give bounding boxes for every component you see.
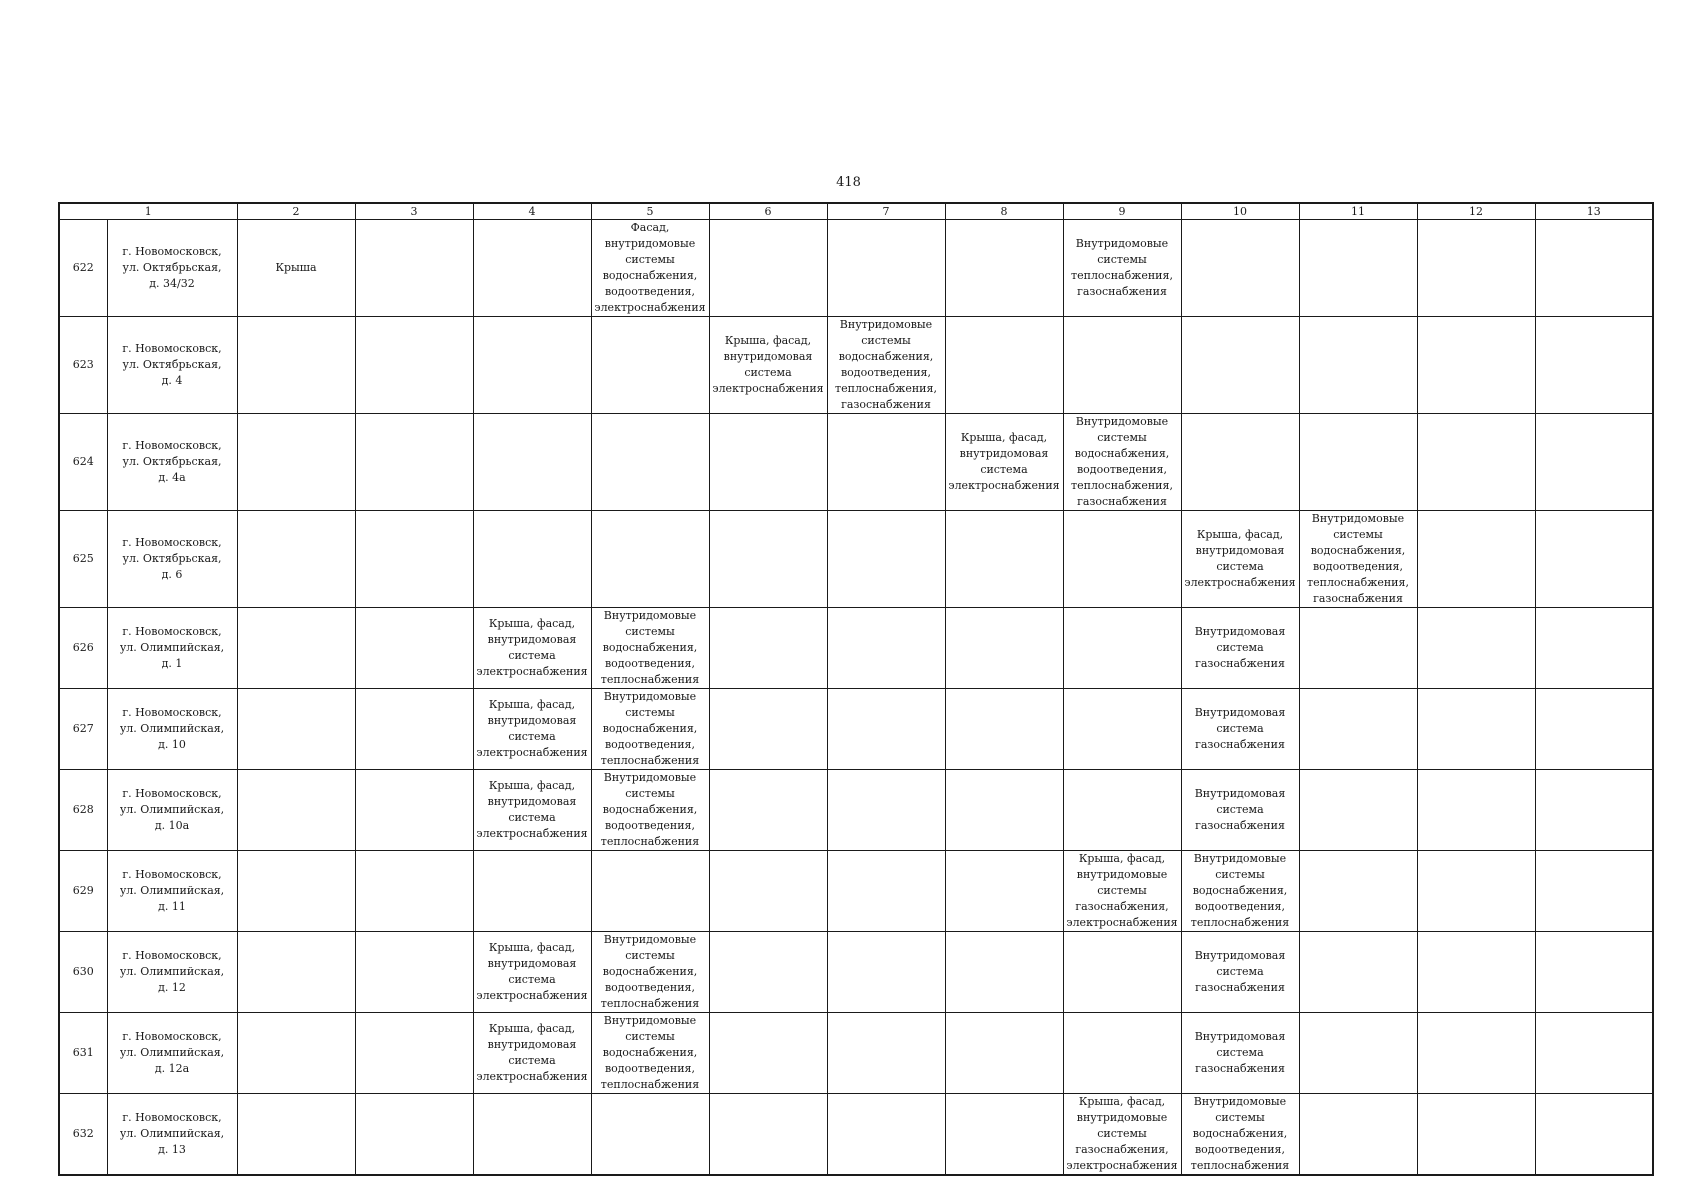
table-row	[59, 511, 1653, 608]
work-text: Внутридомовые системы водоснабжения, водоотведения, теплоснабжения, газоснабжения	[835, 318, 937, 411]
work-text: Крыша, фасад, внутридомовые системы газоснабжения, электроснабжения	[1066, 852, 1178, 929]
work-cell	[1181, 770, 1299, 851]
work-cell	[1063, 851, 1181, 932]
work-text: Внутридомовые системы водоснабжения, водоотведения, теплоснабжения	[600, 933, 700, 1010]
work-text: Крыша, фасад, внутридомовая система электроснабжения	[476, 941, 588, 1002]
work-cell	[355, 317, 473, 414]
work-cell	[709, 220, 827, 317]
work-cell	[1417, 220, 1535, 317]
work-cell	[1535, 932, 1653, 1013]
work-cell	[1299, 932, 1417, 1013]
work-cell	[355, 770, 473, 851]
work-cell	[1063, 317, 1181, 414]
work-cell	[709, 317, 827, 414]
column-number-header: 2	[237, 203, 355, 220]
work-cell	[1299, 317, 1417, 414]
work-text: Внутридомовые системы водоснабжения, водоотведения, теплоснабжения	[600, 609, 700, 686]
table-row	[59, 317, 1653, 414]
work-cell	[1417, 511, 1535, 608]
work-cell	[1535, 770, 1653, 851]
column-number-header: 9	[1063, 203, 1181, 220]
address-cell	[107, 1094, 237, 1176]
work-text: Крыша, фасад, внутридомовая система электроснабжения	[948, 431, 1060, 492]
row-number: 623	[59, 317, 107, 414]
work-text: Внутридомовые системы водоснабжения, водоотведения, теплоснабжения	[600, 771, 700, 848]
work-cell	[591, 220, 709, 317]
work-cell	[945, 608, 1063, 689]
work-cell	[945, 770, 1063, 851]
work-text: Фасад, внутридомовые системы водоснабжения, водоотведения, электроснабжения	[594, 221, 706, 314]
table-row	[59, 220, 1653, 317]
row-number: 626	[59, 608, 107, 689]
work-text: Крыша, фасад, внутридомовая система электроснабжения	[476, 1022, 588, 1083]
work-cell	[709, 608, 827, 689]
work-cell	[355, 608, 473, 689]
work-cell	[1181, 317, 1299, 414]
work-text: Внутридомовая система газоснабжения	[1194, 706, 1286, 751]
address-text: г. Новомосковск, ул. Октябрьская, д. 6	[122, 536, 222, 581]
work-cell	[945, 414, 1063, 511]
work-text: Внутридомовые системы водоснабжения, водоотведения, теплоснабжения, газоснабжения	[1307, 512, 1409, 605]
address-cell	[107, 317, 237, 414]
work-cell	[1535, 414, 1653, 511]
work-cell	[709, 511, 827, 608]
work-cell	[1063, 1094, 1181, 1176]
row-number: 628	[59, 770, 107, 851]
work-cell	[237, 608, 355, 689]
page-number: 418	[836, 175, 861, 190]
column-number-header: 4	[473, 203, 591, 220]
work-cell	[827, 1094, 945, 1176]
address-cell	[107, 608, 237, 689]
work-cell	[1063, 1013, 1181, 1094]
work-cell	[827, 414, 945, 511]
table-row	[59, 414, 1653, 511]
column-number-header: 5	[591, 203, 709, 220]
work-cell	[355, 1013, 473, 1094]
work-cell	[473, 317, 591, 414]
work-cell	[709, 414, 827, 511]
work-text: Внутридомовая система газоснабжения	[1194, 625, 1286, 670]
work-cell	[355, 932, 473, 1013]
work-cell	[473, 414, 591, 511]
work-cell	[237, 511, 355, 608]
work-cell	[1181, 689, 1299, 770]
work-text: Внутридомовая система газоснабжения	[1194, 949, 1286, 994]
table-row	[59, 770, 1653, 851]
column-number-header: 10	[1181, 203, 1299, 220]
work-cell	[1535, 851, 1653, 932]
work-cell	[473, 1013, 591, 1094]
work-text: Внутридомовая система газоснабжения	[1194, 787, 1286, 832]
work-cell	[827, 851, 945, 932]
work-cell	[1417, 414, 1535, 511]
work-cell	[473, 851, 591, 932]
table-row	[59, 932, 1653, 1013]
work-cell	[709, 851, 827, 932]
column-number-header: 8	[945, 203, 1063, 220]
work-cell	[1535, 220, 1653, 317]
work-cell	[827, 689, 945, 770]
work-cell	[1181, 1013, 1299, 1094]
address-cell	[107, 1013, 237, 1094]
work-cell	[1063, 511, 1181, 608]
work-cell	[591, 932, 709, 1013]
column-number-header: 6	[709, 203, 827, 220]
work-cell	[1181, 851, 1299, 932]
work-cell	[1299, 220, 1417, 317]
work-cell	[355, 1094, 473, 1176]
work-cell	[591, 689, 709, 770]
work-cell	[709, 932, 827, 1013]
address-text: г. Новомосковск, ул. Октябрьская, д. 4а	[122, 439, 222, 484]
work-cell	[709, 1013, 827, 1094]
row-number: 627	[59, 689, 107, 770]
work-cell	[1535, 317, 1653, 414]
work-cell	[237, 851, 355, 932]
work-text: Крыша, фасад, внутридомовая система электроснабжения	[1184, 528, 1296, 589]
work-cell	[1535, 608, 1653, 689]
work-cell	[1535, 689, 1653, 770]
work-cell	[1299, 1013, 1417, 1094]
work-cell	[355, 689, 473, 770]
work-cell	[827, 511, 945, 608]
work-cell	[827, 932, 945, 1013]
header-row	[59, 203, 1653, 220]
row-number: 625	[59, 511, 107, 608]
work-text: Внутридомовые системы водоснабжения, водоотведения, теплоснабжения	[1190, 852, 1290, 929]
work-cell	[827, 1013, 945, 1094]
work-cell	[591, 608, 709, 689]
work-cell	[827, 220, 945, 317]
work-cell	[355, 220, 473, 317]
work-cell	[1181, 511, 1299, 608]
column-number-header: 13	[1535, 203, 1653, 220]
column-number-header: 3	[355, 203, 473, 220]
work-cell	[945, 511, 1063, 608]
work-cell	[473, 932, 591, 1013]
work-cell	[473, 689, 591, 770]
work-cell	[591, 851, 709, 932]
work-cell	[473, 511, 591, 608]
address-cell	[107, 689, 237, 770]
work-cell	[355, 511, 473, 608]
work-cell	[1181, 932, 1299, 1013]
work-cell	[591, 1094, 709, 1176]
address-text: г. Новомосковск, ул. Олимпийская, д. 1	[119, 625, 225, 670]
work-cell	[945, 689, 1063, 770]
work-cell	[945, 1094, 1063, 1176]
work-cell	[591, 414, 709, 511]
address-cell	[107, 220, 237, 317]
work-cell	[237, 1013, 355, 1094]
work-text: Крыша, фасад, внутридомовая система электроснабжения	[476, 779, 588, 840]
address-text: г. Новомосковск, ул. Олимпийская, д. 10	[119, 706, 225, 751]
address-text: г. Новомосковск, ул. Октябрьская, д. 4	[122, 342, 222, 387]
column-number-header: 11	[1299, 203, 1417, 220]
work-cell	[237, 317, 355, 414]
address-cell	[107, 851, 237, 932]
work-cell	[1417, 1094, 1535, 1176]
work-cell	[1535, 511, 1653, 608]
work-cell	[473, 220, 591, 317]
work-cell	[473, 1094, 591, 1176]
table-row	[59, 1013, 1653, 1094]
work-cell	[237, 1094, 355, 1176]
work-cell	[1299, 1094, 1417, 1176]
work-text: Крыша, фасад, внутридомовая система электроснабжения	[712, 334, 824, 395]
work-cell	[591, 1013, 709, 1094]
row-number: 630	[59, 932, 107, 1013]
work-cell	[1417, 689, 1535, 770]
work-cell	[237, 932, 355, 1013]
work-cell	[237, 220, 355, 317]
column-number-header: 7	[827, 203, 945, 220]
work-cell	[237, 770, 355, 851]
address-cell	[107, 770, 237, 851]
work-cell	[591, 770, 709, 851]
address-text: г. Новомосковск, ул. Олимпийская, д. 11	[119, 868, 225, 913]
work-cell	[1535, 1094, 1653, 1176]
work-cell	[1299, 414, 1417, 511]
work-cell	[945, 220, 1063, 317]
work-cell	[1181, 220, 1299, 317]
work-cell	[945, 932, 1063, 1013]
work-cell	[1063, 689, 1181, 770]
work-cell	[473, 770, 591, 851]
address-text: г. Новомосковск, ул. Олимпийская, д. 13	[119, 1111, 225, 1156]
work-cell	[1063, 770, 1181, 851]
row-number: 624	[59, 414, 107, 511]
work-cell	[945, 1013, 1063, 1094]
work-cell	[709, 1094, 827, 1176]
work-cell	[591, 511, 709, 608]
row-number: 632	[59, 1094, 107, 1176]
row-number: 631	[59, 1013, 107, 1094]
work-cell	[1299, 511, 1417, 608]
work-cell	[945, 317, 1063, 414]
work-cell	[1417, 770, 1535, 851]
work-cell	[1417, 1013, 1535, 1094]
work-text: Внутридомовая система газоснабжения	[1194, 1030, 1286, 1075]
work-text: Крыша, фасад, внутридомовая система электроснабжения	[476, 617, 588, 678]
address-cell	[107, 932, 237, 1013]
address-text: г. Новомосковск, ул. Октябрьская, д. 34/32	[122, 245, 222, 290]
table-row	[59, 1094, 1653, 1176]
work-text: Внутридомовые системы водоснабжения, водоотведения, теплоснабжения	[600, 1014, 700, 1091]
work-cell	[1299, 608, 1417, 689]
work-cell	[1181, 608, 1299, 689]
work-cell	[1417, 932, 1535, 1013]
table-row	[59, 608, 1653, 689]
work-cell	[1299, 770, 1417, 851]
work-text: Внутридомовые системы водоснабжения, водоотведения, теплоснабжения	[1190, 1095, 1290, 1172]
work-cell	[1299, 689, 1417, 770]
work-cell	[1299, 851, 1417, 932]
work-cell	[709, 770, 827, 851]
row-number: 629	[59, 851, 107, 932]
work-cell	[237, 689, 355, 770]
work-cell	[827, 608, 945, 689]
column-number-header: 1	[59, 203, 237, 220]
work-cell	[1063, 932, 1181, 1013]
address-cell	[107, 511, 237, 608]
work-cell	[473, 608, 591, 689]
work-cell	[237, 414, 355, 511]
work-cell	[355, 414, 473, 511]
work-cell	[1417, 851, 1535, 932]
work-cell	[1063, 608, 1181, 689]
work-cell	[355, 851, 473, 932]
work-text: Внутридомовые системы теплоснабжения, газоснабжения	[1071, 237, 1173, 298]
work-cell	[1063, 220, 1181, 317]
work-text: Внутридомовые системы водоснабжения, водоотведения, теплоснабжения	[600, 690, 700, 767]
row-number: 622	[59, 220, 107, 317]
work-text: Крыша, фасад, внутридомовая система электроснабжения	[476, 698, 588, 759]
work-cell	[1181, 1094, 1299, 1176]
work-cell	[1417, 608, 1535, 689]
address-cell	[107, 414, 237, 511]
address-text: г. Новомосковск, ул. Олимпийская, д. 12	[119, 949, 225, 994]
table-row	[59, 689, 1653, 770]
work-cell	[709, 689, 827, 770]
work-cell	[827, 770, 945, 851]
column-number-header: 12	[1417, 203, 1535, 220]
work-cell	[591, 317, 709, 414]
work-text: Крыша, фасад, внутридомовые системы газоснабжения, электроснабжения	[1066, 1095, 1178, 1172]
work-cell	[827, 317, 945, 414]
table-row	[59, 851, 1653, 932]
work-cell	[1535, 1013, 1653, 1094]
work-text: Внутридомовые системы водоснабжения, водоотведения, теплоснабжения, газоснабжения	[1071, 415, 1173, 508]
address-text: г. Новомосковск, ул. Олимпийская, д. 12а	[119, 1030, 225, 1075]
work-cell	[1063, 414, 1181, 511]
work-cell	[945, 851, 1063, 932]
work-cell	[1417, 317, 1535, 414]
work-text: Крыша	[275, 261, 317, 274]
address-text: г. Новомосковск, ул. Олимпийская, д. 10а	[119, 787, 225, 832]
work-cell	[1181, 414, 1299, 511]
repair-schedule-table	[58, 202, 1654, 1176]
